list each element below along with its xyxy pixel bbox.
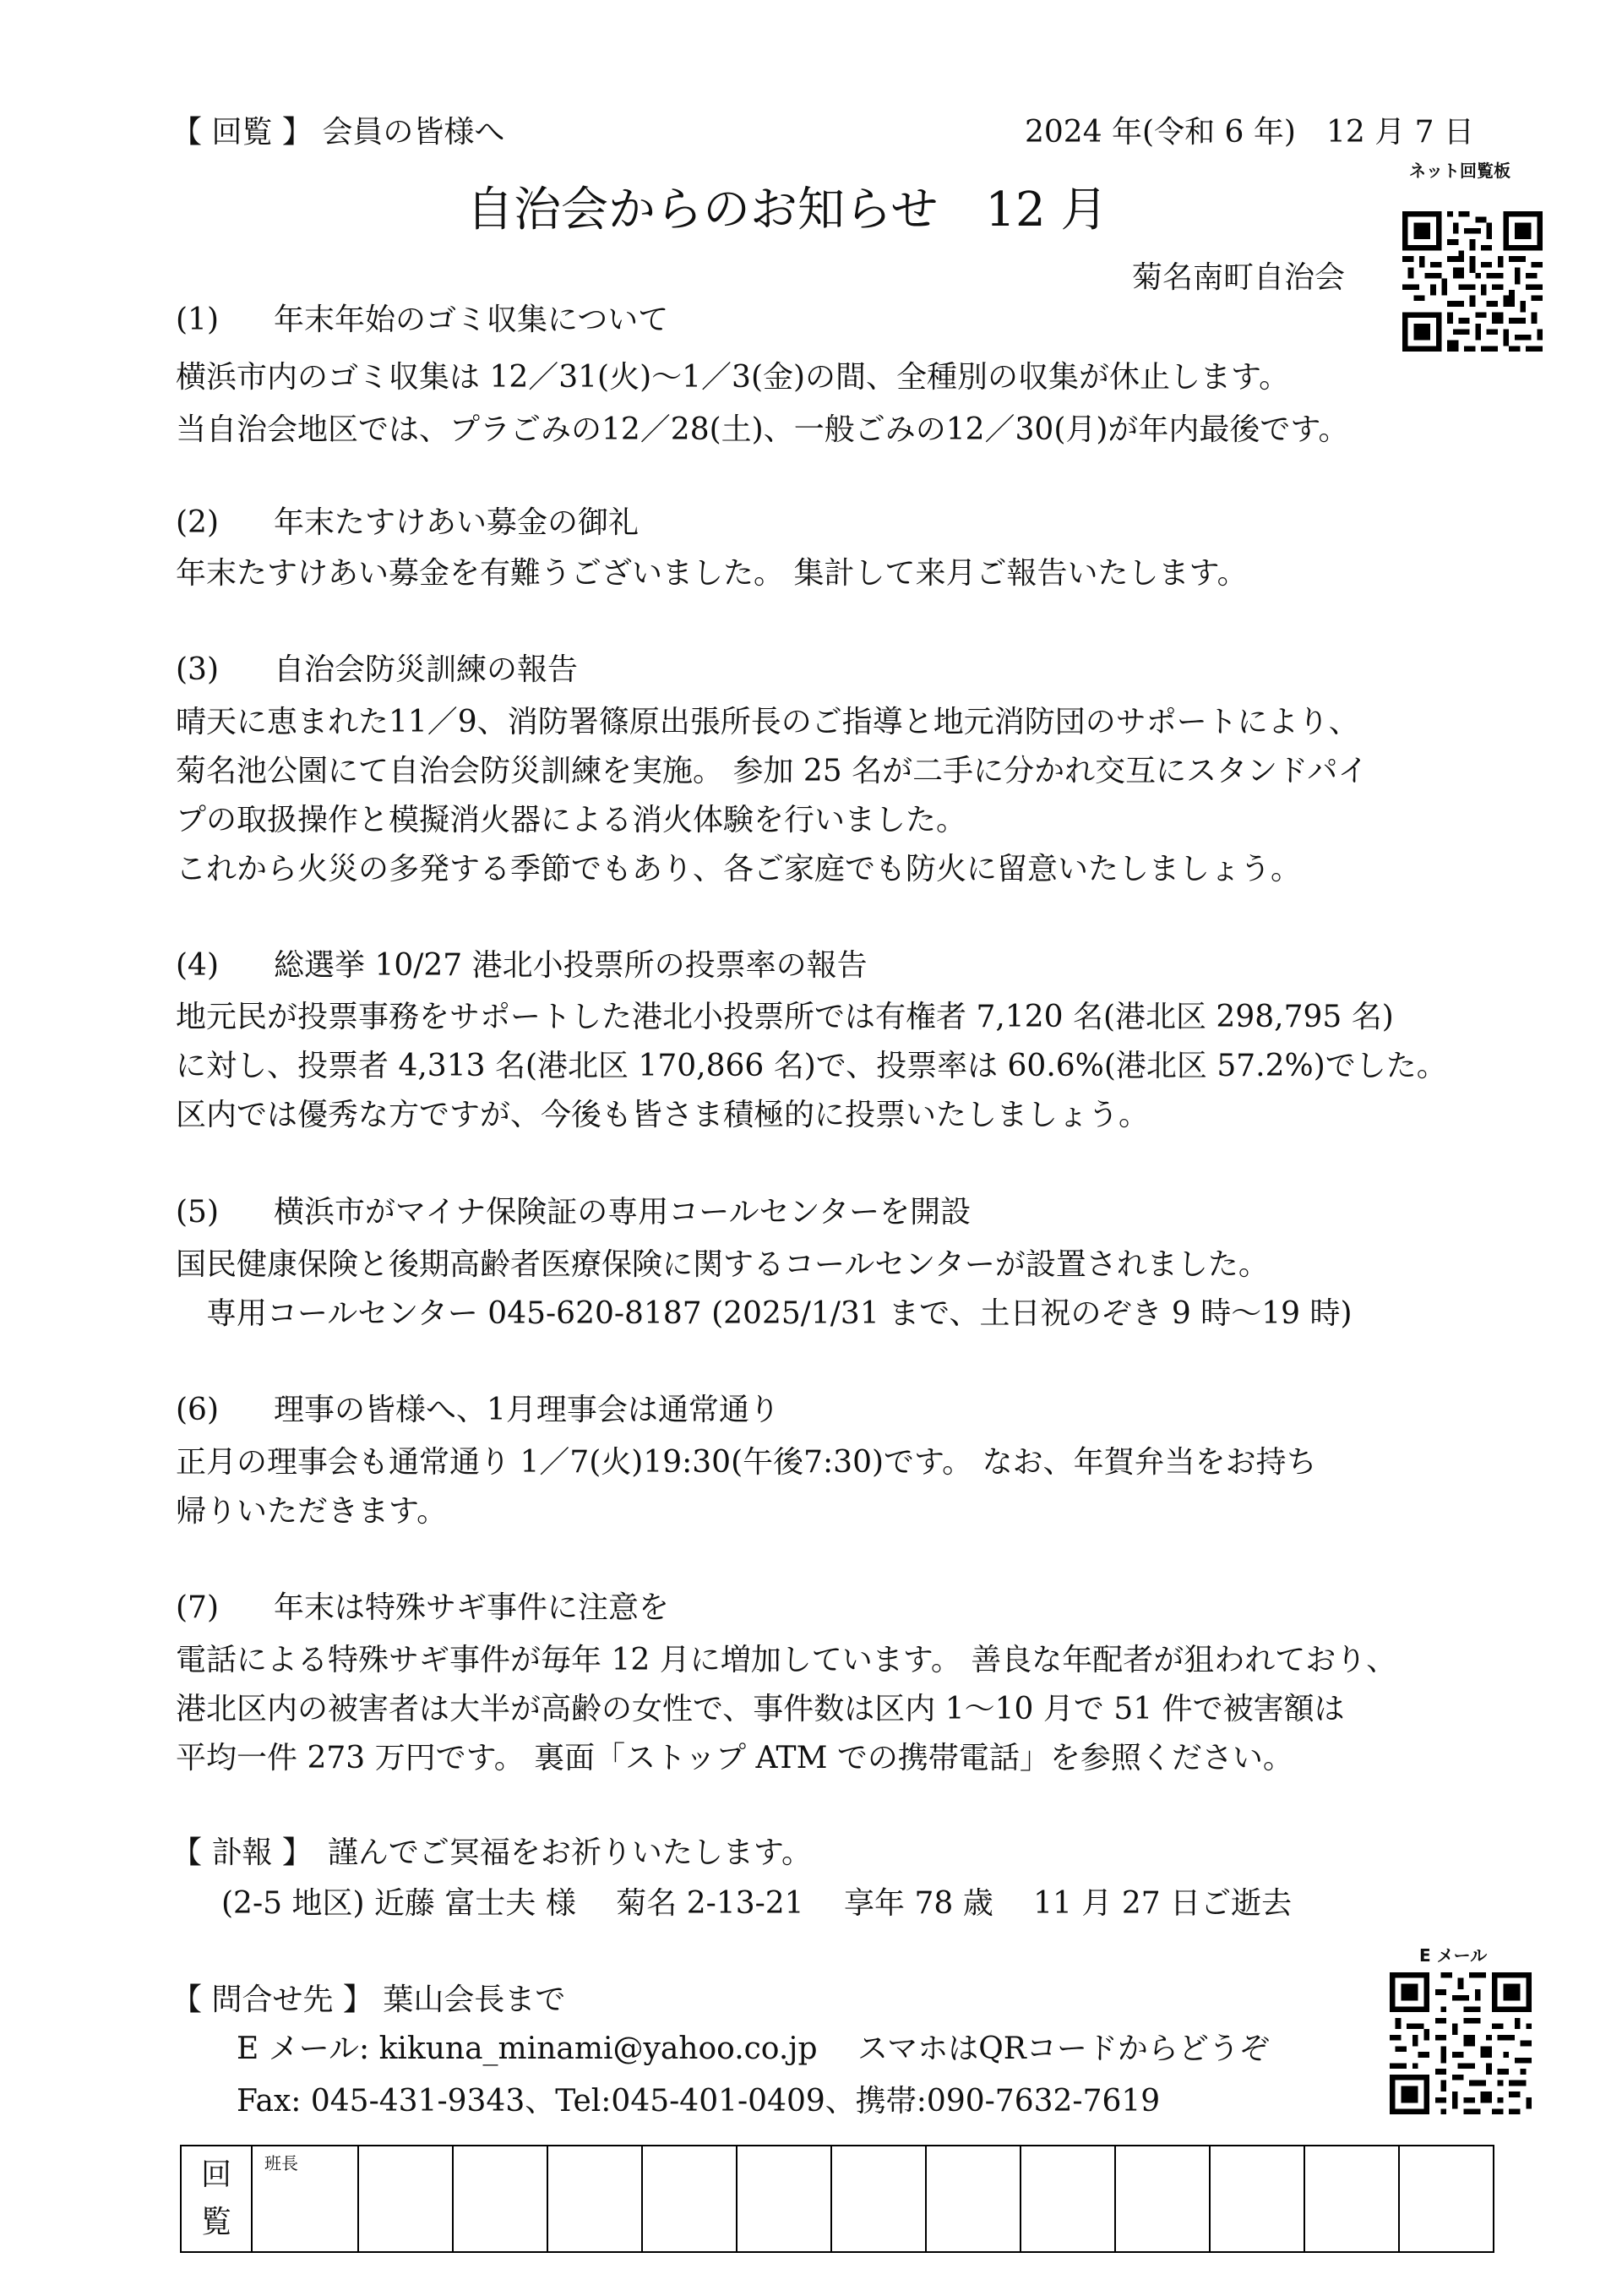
section-1-heading bbox=[176, 296, 668, 339]
section-3-heading bbox=[176, 646, 578, 689]
net-kairan-label: ネット回覧板 bbox=[1409, 161, 1510, 181]
contact-phone-line: Fax: 045-431-9343、Tel:045-401-0409、携帯:090-7632-7619 bbox=[237, 2084, 1161, 2119]
section-2-line-1: 年末たすけあい募金を有難うございました。 集計して来月ご報告いたします。 bbox=[176, 556, 1248, 591]
section-2-number: (2) bbox=[176, 505, 219, 540]
circulation-cell[interactable] bbox=[547, 2146, 642, 2252]
section-3-title: 自治会防災訓練の報告 bbox=[274, 652, 579, 687]
section-4-title: 総選挙 10/27 港北小投票所の投票率の報告 bbox=[274, 948, 868, 983]
section-4-number: (4) bbox=[176, 948, 219, 983]
section-1-number: (1) bbox=[176, 303, 219, 337]
section-3-line-4: これから火災の多発する季節でもあり、各ご家庭でも防火に留意いたしましょう。 bbox=[176, 852, 1302, 886]
circulation-label-bottom: 覧 bbox=[200, 2205, 231, 2239]
section-4-heading bbox=[176, 941, 868, 984]
section-3-number: (3) bbox=[176, 652, 219, 687]
circulation-cell[interactable] bbox=[1115, 2146, 1210, 2252]
section-3-line-1: 晴天に恵まれた11／9、消防署篠原出張所長のご指導と地元消防団のサポートにより、 bbox=[176, 705, 1359, 739]
section-1-line-2: 当自治会地区では、プラごみの12／28(土)、一般ごみの12／30(月)が年内最後です。 bbox=[176, 412, 1349, 447]
section-7-line-1: 電話による特殊サギ事件が毎年 12 月に増加しています。 善良な年配者が狙われており、 bbox=[176, 1643, 1397, 1677]
qr-code-icon[interactable] bbox=[1390, 1972, 1532, 2114]
circulation-cell[interactable] bbox=[453, 2146, 547, 2252]
section-6-line-2: 帰りいただきます。 bbox=[176, 1494, 448, 1529]
section-7-number: (7) bbox=[176, 1590, 219, 1625]
circulation-cell[interactable] bbox=[1021, 2146, 1115, 2252]
organization-name: 菊名南町自治会 bbox=[1132, 260, 1346, 295]
circulation-cell[interactable] bbox=[1210, 2146, 1304, 2252]
section-1-title: 年末年始のゴミ収集について bbox=[274, 303, 669, 337]
section-6-heading bbox=[176, 1386, 780, 1429]
circulation-cell[interactable] bbox=[358, 2146, 453, 2252]
section-4-line-3: 区内では優秀な方ですが、今後も皆さま積極的に投票いたしましょう。 bbox=[176, 1098, 1150, 1132]
circulation-cell-hancho[interactable]: 班長 bbox=[252, 2146, 358, 2252]
section-7-line-2: 港北区内の被害者は大半が高齢の女性で、事件数は区内 1～10 月で 51 件で被害額は bbox=[176, 1692, 1345, 1726]
obituary-line: (2-5 地区) 近藤 富士夫 様 菊名 2-13-21 享年 78 歳 11 月 27 日ご逝去 bbox=[221, 1886, 1293, 1921]
section-6-line-1: 正月の理事会も通常通り 1／7(火)19:30(午後7:30)です。 なお、年賀弁当をお持ち bbox=[176, 1445, 1317, 1480]
circulation-cell[interactable] bbox=[642, 2146, 737, 2252]
circulation-cell[interactable] bbox=[831, 2146, 926, 2252]
circulation-label-top: 回 bbox=[200, 2157, 231, 2192]
section-7-title: 年末は特殊サギ事件に注意を bbox=[274, 1590, 670, 1625]
circulation-cell[interactable] bbox=[1304, 2146, 1399, 2252]
section-3-line-3: プの取扱操作と模擬消火器による消火体験を行いました。 bbox=[176, 803, 967, 837]
section-4-line-2: に対し、投票者 4,313 名(港北区 170,866 名)で、投票率は 60.6%(港北区 57.2%)でした。 bbox=[176, 1049, 1447, 1083]
section-7-line-3: 平均一件 273 万円です。 裏面「ストップ ATM での携帯電話」を参照ください。 bbox=[176, 1741, 1293, 1775]
contact-email-line[interactable]: E メール: kikuna_minami@yahoo.co.jp スマホはQRコードからどうぞ bbox=[237, 2031, 1270, 2066]
circulation-cell[interactable] bbox=[1399, 2146, 1494, 2252]
email-qr-label: E メール bbox=[1419, 1945, 1488, 1966]
circulation-cell[interactable] bbox=[737, 2146, 831, 2252]
obituary-heading: 【 訃報 】 謹んでご冥福をお祈りいたします。 bbox=[171, 1835, 813, 1870]
issue-date: 2024 年(令和 6 年) 12 月 7 日 bbox=[1025, 115, 1474, 150]
section-4-line-1: 地元民が投票事務をサポートした港北小投票所では有権者 7,120 名(港北区 298,795 名) bbox=[176, 1000, 1394, 1034]
section-5-line-1: 国民健康保険と後期高齢者医療保険に関するコールセンターが設置されました。 bbox=[176, 1247, 1269, 1282]
section-5-heading bbox=[176, 1188, 971, 1231]
section-1-line-1: 横浜市内のゴミ収集は 12／31(火)～1／3(金)の間、全種別の収集が休止します。 bbox=[176, 360, 1290, 395]
page-title: 自治会からのお知らせ 12 月 bbox=[466, 183, 1108, 237]
contact-heading: 【 問合せ先 】 葉山会長まで bbox=[171, 1982, 566, 2017]
section-7-heading bbox=[176, 1584, 669, 1627]
section-6-number: (6) bbox=[176, 1393, 219, 1427]
section-2-title: 年末たすけあい募金の御礼 bbox=[274, 505, 640, 540]
circulation-cell[interactable] bbox=[926, 2146, 1021, 2252]
qr-code-icon[interactable] bbox=[1402, 211, 1543, 352]
section-5-line-2: 専用コールセンター 045-620-8187 (2025/1/31 まで、土日祝のぞき 9 時～19 時) bbox=[176, 1296, 1353, 1331]
section-5-number: (5) bbox=[176, 1195, 219, 1230]
circulation-label bbox=[181, 2146, 252, 2252]
circulation-table bbox=[180, 2145, 1494, 2253]
section-5-title: 横浜市がマイナ保険証の専用コールセンターを開設 bbox=[274, 1195, 972, 1230]
section-2-heading bbox=[176, 499, 639, 542]
kairan-tag: 【 回覧 】 会員の皆様へ bbox=[171, 115, 505, 150]
section-3-line-2: 菊名池公園にて自治会防災訓練を実施。 参加 25 名が二手に分かれ交互にスタンドパイ bbox=[176, 754, 1369, 788]
section-6-title: 理事の皆様へ、1月理事会は通常通り bbox=[274, 1393, 780, 1427]
